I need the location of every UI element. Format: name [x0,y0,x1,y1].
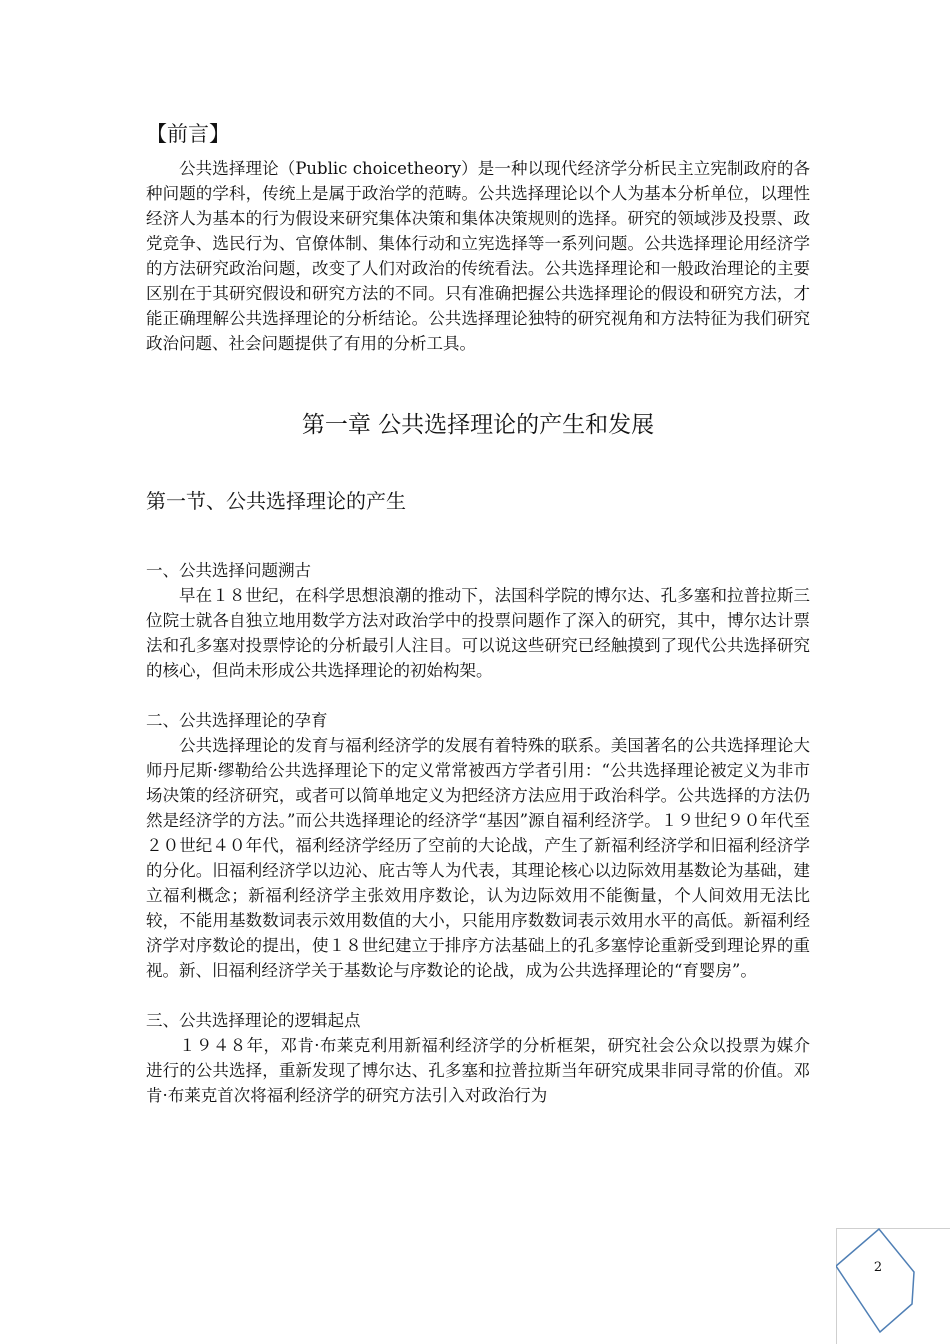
preface-heading: 【前言】 [146,122,230,146]
document-page [146,118,810,1108]
page-number: 2 [873,1260,883,1275]
page-corner-decoration [836,1228,950,1344]
chapter-title: 第一章 公共选择理论的产生和发展 [301,412,655,438]
section-title: 第一节、公共选择理论的产生 [146,489,406,513]
subsection-heading-2: 二、公共选择理论的孕育 [146,711,328,730]
subsection-paragraph-1: 早在１８世纪，在科学思想浪潮的推动下，法国科学院的博尔达、孔多塞和拉普拉斯三位院士就各自独立地用数学方法对政治学中的投票问题作了深入的研究，其中，博尔达计票法和孔多塞对投票悖论的分析最引人注目。可以说这些研究已经触摸到了现代公共选择研究的核心，但尚未形成公共选择理论的初始构架。 [146,586,810,680]
subsection-paragraph-3: １９４８年，邓肯·布莱克利用新福利经济学的分析框架，研究社会公众以投票为媒介进行的公共选择，重新发现了博尔达、孔多塞和拉普拉斯当年研究成果非同寻常的价值。邓肯·布莱克首次将福利经济学的研究方法引入对政治行为 [146,1036,810,1105]
subsection-paragraph-2: 公共选择理论的发育与福利经济学的发展有着特殊的联系。美国著名的公共选择理论大师丹尼斯·缪勒给公共选择理论下的定义常常被西方学者引用：“公共选择理论被定义为非市场决策的经济研究，或者可以简单地定义为把经济方法应用于政治科学。公共选择的方法仍然是经济学的方法。”而公共选择理论的经济学“基因”源自福利经济学。１９世纪９０年代至２０世纪４０年代，福利经济学经历了空前的大论战，产生了新福利经济学和旧福利经济学的分化。旧福利经济学以边沁、庇古等人为代表，其理论核心以边际效用基数论为基础，建立福利概念；新福利经济学主张效用序数论，认为边际效用不能衡量，个人间效用无法比较，不能用基数数词表示效用数值的大小，只能用序数数词表示效用水平的高低。新福利经济学对序数论的提出，使１８世纪建立于排序方法基础上的孔多塞悖论重新受到理论界的重视。新、旧福利经济学关于基数论与序数论的论战，成为公共选择理论的“育婴房”。 [146,736,810,980]
subsection-heading-3: 三、公共选择理论的逻辑起点 [146,1011,361,1030]
preface-paragraph: 公共选择理论（Public choicetheory）是一种以现代经济学分析民主立宪制政府的各种问题的学科，传统上是属于政治学的范畴。公共选择理论以个人为基本分析单位，以理性经济人为基本的行为假设来研究集体决策和集体决策规则的选择。研究的领域涉及投票、政党竞争、选民行为、官僚体制、集体行动和立宪选择等一系列问题。公共选择理论用经济学的方法研究政治问题，改变了人们对政治的传统看法。公共选择理论和一般政治理论的主要区别在于其研究假设和研究方法的不同。只有准确把握公共选择理论的假设和研究方法，才能正确理解公共选择理论的分析结论。公共选择理论独特的研究视角和方法特征为我们研究政治问题、社会问题提供了有用的分析工具。 [146,159,810,353]
subsection-heading-1: 一、公共选择问题溯古 [146,561,311,580]
